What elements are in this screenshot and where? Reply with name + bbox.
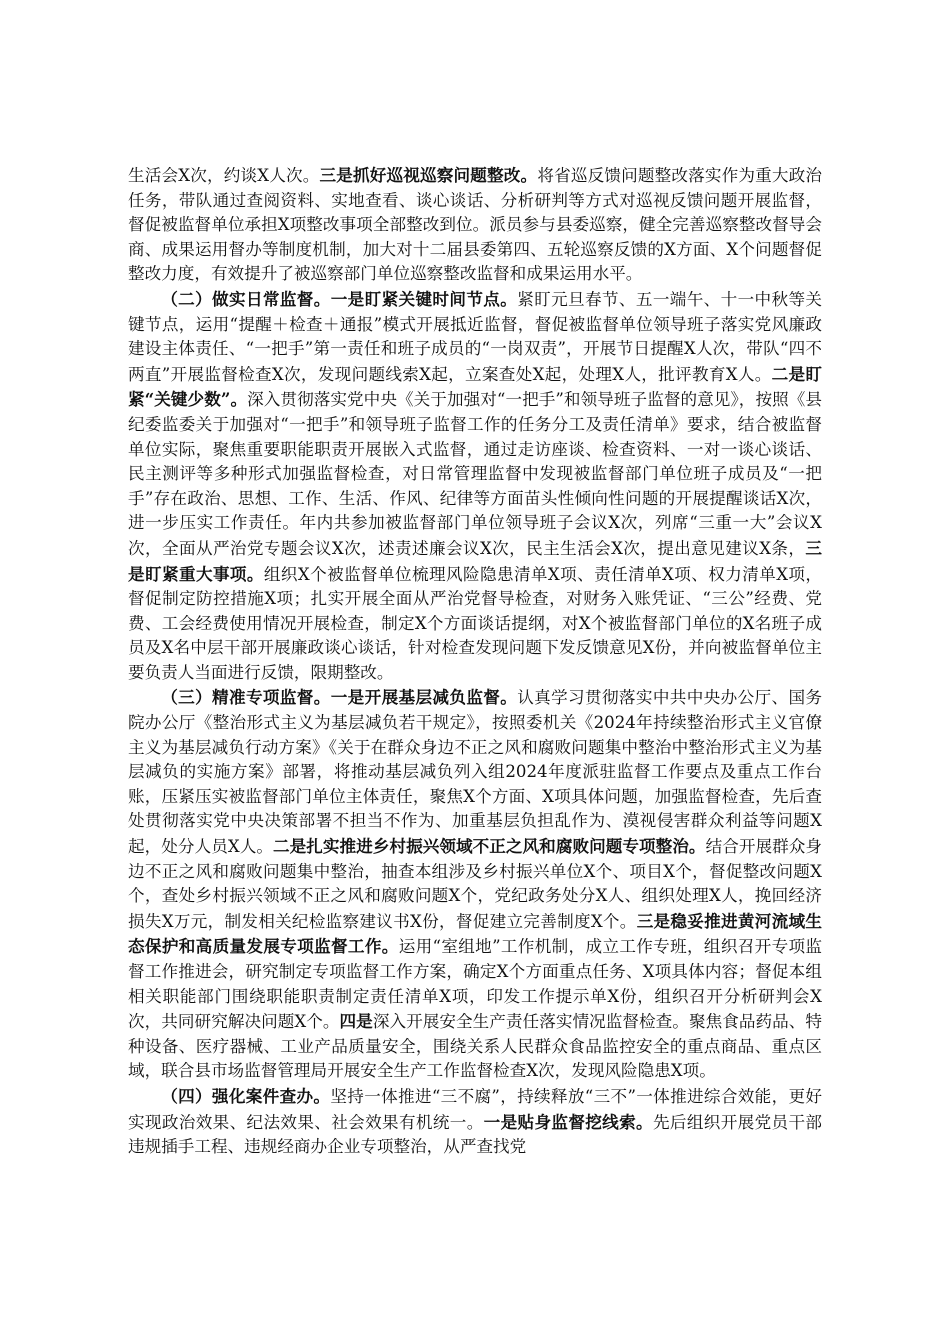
bold-heading-text: （三）精准专项监督。一是开展基层减负监督。: [161, 687, 518, 708]
body-text: 坚持一体推进“三不腐”，持续释放“三不”一体推进综合效能，更好实现政治效果、纪法效果、社会效果有机统一。: [128, 1086, 823, 1132]
paragraph-1: [128, 163, 822, 287]
body-text: 紧盯元旦春节、五一端午、十一中秋等关键节点，运用“提醒＋检查＋通报”模式开展抵近监督，督促被监督单位领导班子落实党风廉政建设主体责任、“一把手”第一责任和班子成员的“一岗双责”，开展节日提醒X人次，带队“四不两直”开展监督检查X次，发现问题线索X起，立案查处X起，处理X人，批评教育X人。: [128, 289, 822, 384]
body-text: 认真学习贯彻落实中共中央办公厅、国务院办公厅《整治形式主义为基层减负若干规定》，按照委机关《2024年持续整治形式主义官僚主义为基层减负行动方案》《关于在群众身边不正之风和腐败问题集中整治中整治形式主义为基层减负的实施方案》部署，将推动基层减负列入组2024年度派驻监督工作要点及重点工作台账，压紧压实被监督部门单位主体责任，聚焦X个方面、X项具体问题，加强监督检查，先后查处贯彻落实党中央决策部署不担当不作为、加重基层负担乱作为、漠视侵害群众利益等问题X起，处分人员X人。: [128, 688, 822, 857]
body-text: 深入开展安全生产责任落实情况监督检查。聚焦食品药品、特种设备、医疗器械、工业产品质量安全，围绕关系人民群众食品监控安全的重点商品、重点区域，联合县市场监督管理局开展安全生产工作监督检查X次，发现风险隐患X项。: [128, 1012, 823, 1081]
bold-heading-text: （四）强化案件查办。: [161, 1085, 331, 1106]
bold-heading-text: 二是盯紧“关键少数”。: [128, 363, 822, 410]
paragraph-3: [128, 685, 822, 1084]
paragraph-2: [128, 287, 822, 686]
body-text: 将省巡反馈问题整改落实作为重大政治任务，带队通过查阅资料、实地查看、谈心谈话、分析研判等方式对巡视反馈问题开展监督，督促被监督单位承担X项整改事项全部整改到位。派员参与县委巡察，健全完善巡察整改督导会商、成果运用督办等制度机制，加大对十二届县委第四、五轮巡察反馈的X方面、X个问题督促整改力度，有效提升了被巡察部门单位巡察整改监督和成果运用水平。: [128, 166, 823, 284]
body-text: 先后组织开展党员干部违规插手工程、违规经商办企业专项整治，从严查找党: [128, 1112, 823, 1157]
bold-heading-text: 三是稳妥推进黄河流域生态保护和高质量发展专项监督工作。: [128, 910, 822, 957]
bold-heading-text: （二）做实日常监督。一是盯紧关键时间节点。: [161, 288, 518, 309]
paragraph-4: [128, 1084, 822, 1160]
body-text: 生活会X次，约谈X人次。: [128, 166, 320, 185]
body-text: 运用“室组地”工作机制，成立工作专班，组织召开专项监督工作推进会，研究制定专项监督工作方案，确定X个方面重点任务、X项具体内容；督促本组相关职能部门围绕职能职责制定责任清单X项，印发工作提示单X份，组织召开分析研判会X次，共同研究解决问题X个。: [128, 937, 823, 1032]
document-page: [128, 163, 822, 1160]
bold-heading-text: 三是抓好巡视巡察问题整改。: [319, 165, 538, 185]
bold-heading-text: 三是盯紧重大事项。: [128, 537, 822, 584]
bold-heading-text: 四是: [339, 1011, 373, 1032]
bold-heading-text: 二是扎实推进乡村振兴领域不正之风和腐败问题专项整治。: [272, 836, 706, 857]
body-text: 深入贯彻落实党中央《关于加强对“一把手”和领导班子监督的意见》，按照《县纪委监委关于加强对“一把手”和领导班子监督工作的任务分工及责任清单》要求，结合被监督单位实际，聚焦重要职能职责开展嵌入式监督，通过走访座谈、检查资料、一对一谈心谈话、民主测评等多种形式加强监督检查，对日常管理监督中发现被监督部门单位班子成员及“一把手”存在政治、思想、工作、生活、作风、纪律等方面苗头性倾向性问题的开展提醒谈话X次，进一步压实工作责任。年内共参加被监督部门单位领导班子会议X次，列席“三重一大”会议X次，全面从严治党专题会议X次，述责述廉会议X次，民主生活会X次，提出意见建议X条，: [128, 390, 822, 558]
body-text: 组织X个被监督单位梳理风险隐患清单X项、责任清单X项、权力清单X项，督促制定防控措施X项；扎实开展全面从严治党督导检查，对财务入账凭证、“三公”经费、党费、工会经费使用情况开展检查，制定X个方面谈话提纲，对X个被监督部门单位的X名班子成员及X名中层干部开展廉政谈心谈话，针对检查发现问题下发反馈意见X份，并向被监督单位主要负责人当面进行反馈，限期整改。: [128, 564, 822, 682]
body-text: 结合开展群众身边不正之风和腐败问题集中整治，抽查本组涉及乡村振兴单位X个、项目X个，督促整改问题X个，查处乡村振兴领域不正之风和腐败问题X个，党纪政务处分X人、组织处理X人，挽回经济损失X万元，制发相关纪检监察建议书X份，督促建立完善制度X个。: [128, 837, 823, 931]
bold-heading-text: 一是贴身监督挖线索。: [483, 1111, 653, 1132]
